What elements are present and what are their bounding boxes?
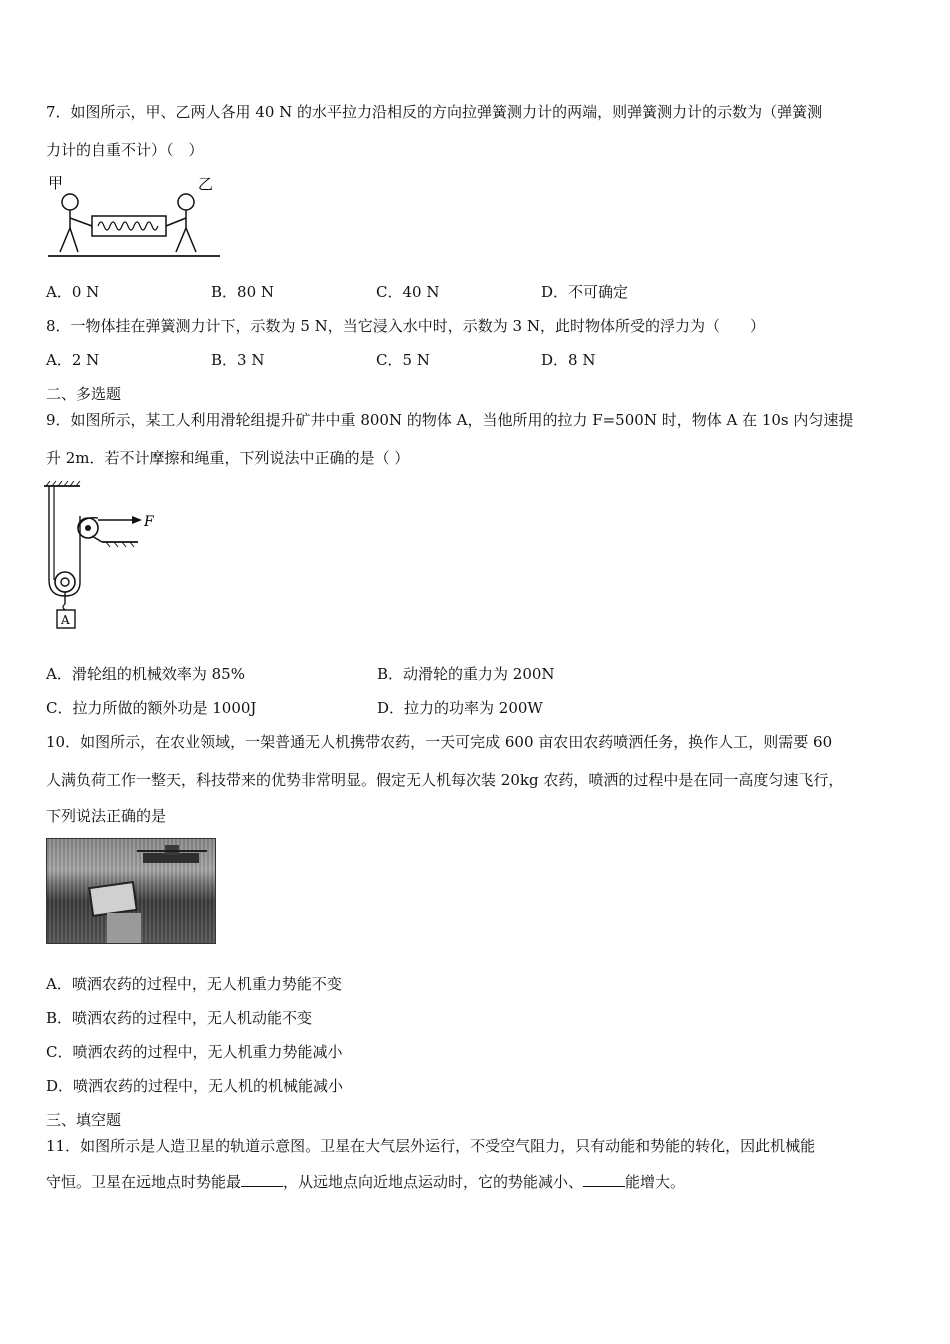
q11-text-line2: [46, 1172, 685, 1192]
q9-text-line2: 升 2m．若不计摩擦和绳重，下列说法中正确的是（ ）: [46, 449, 410, 467]
q8-text-line1: 8．一物体挂在弹簧测力计下，示数为 5 N，当它浸入水中时，示数为 3 N，此时物体所受的浮力为（ ）: [46, 317, 765, 335]
q7-text-line2: 力计的自重不计）（ ）: [46, 141, 204, 159]
q9-text-line1: 9．如图所示，某工人利用滑轮组提升矿井中重 800N 的物体 A，当他所用的拉力 F=500N 时，物体 A 在 10s 内匀速提: [46, 411, 854, 429]
drone-icon: [47, 839, 215, 943]
spring-scale-figure: [44, 172, 224, 264]
q8-option-d: D．8 N: [541, 351, 596, 369]
fig-label-force: F: [144, 514, 154, 530]
q9-option-b: B．动滑轮的重力为 200N: [377, 665, 555, 683]
q10-option-a: A．喷洒农药的过程中，无人机重力势能不变: [46, 975, 342, 993]
q7-option-b: B．80 N: [211, 283, 275, 301]
drone-photo: [46, 838, 216, 944]
q11-text-line1: 11．如图所示是人造卫星的轨道示意图。卫星在大气层外运行，不受空气阻力，只有动能和势能的转化，因此机械能: [46, 1137, 816, 1155]
fig-label-jia: 甲: [48, 174, 64, 192]
pulley-system-figure: [40, 480, 170, 636]
section-heading-multiple-choice: 二、多选题: [46, 385, 122, 403]
q11-blank-1: [241, 1172, 283, 1187]
q10-text-line2: 人满负荷工作一整天，科技带来的优势非常明显。假定无人机每次装 20kg 农药，喷洒的过程中是在同一高度匀速飞行，: [46, 771, 844, 789]
q10-option-d: D．喷洒农药的过程中，无人机的机械能减小: [46, 1077, 344, 1095]
q7-option-c: C．40 N: [376, 283, 440, 301]
q9-option-a: A．滑轮组的机械效率为 85%: [46, 665, 245, 683]
q10-option-b: B．喷洒农药的过程中，无人机动能不变: [46, 1009, 313, 1027]
fig-label-yi: 乙: [198, 175, 214, 193]
q9-option-c: C．拉力所做的额外功是 1000J: [46, 699, 257, 717]
q8-option-a: A．2 N: [46, 351, 100, 369]
q8-option-c: C．5 N: [376, 351, 430, 369]
q7-option-a: A．0 N: [46, 283, 100, 301]
q7-text-line1: 7．如图所示，甲、乙两人各用 40 N 的水平拉力沿相反的方向拉弹簧测力计的两端，则弹簧测力计的示数为（弹簧测: [46, 103, 823, 121]
q11-blank-2: [583, 1172, 625, 1187]
q10-option-c: C．喷洒农药的过程中，无人机重力势能减小: [46, 1043, 343, 1061]
section-heading-fill-in-blank: 三、填空题: [46, 1111, 122, 1129]
fig-label-block-a: A: [61, 613, 70, 627]
q8-option-b: B．3 N: [211, 351, 265, 369]
q10-text-line3: 下列说法正确的是: [46, 807, 167, 825]
q11-text-part1: 守恒。卫星在远地点时势能最: [46, 1173, 242, 1191]
q11-text-part3: 能增大。: [625, 1173, 686, 1191]
q7-option-d: D．不可确定: [541, 283, 629, 301]
q10-text-line1: 10．如图所示，在农业领域，一架普通无人机携带农药，一天可完成 600 亩农田农药喷洒任务，换作人工，则需要 60: [46, 733, 833, 751]
q9-option-d: D．拉力的功率为 200W: [377, 699, 543, 717]
q11-text-part2: ，从远地点向近地点运动时，它的势能减小、: [283, 1173, 584, 1191]
